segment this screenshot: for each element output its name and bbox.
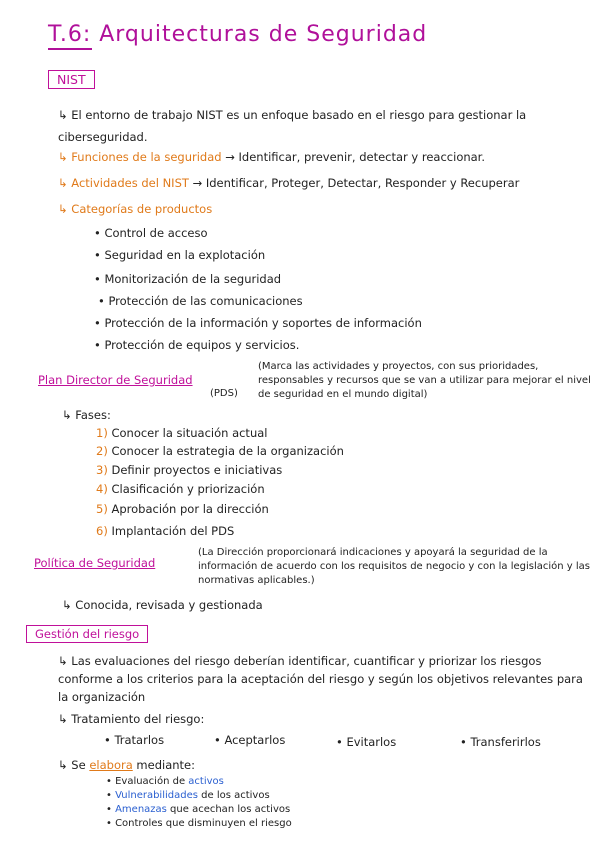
fase-item: [96, 426, 267, 440]
politica-header: Política de Seguridad: [34, 556, 156, 570]
categoria-item: • Monitorización de la seguridad: [94, 272, 282, 286]
item-pre: •: [106, 790, 116, 801]
tratamiento-item: • Transferirlos: [460, 735, 541, 749]
pds-note: (Marca las actividades y proyectos, con sus prioridades, responsables y recursos que se van a utilizar para mejorar el nivel de seguridad en el mundo digital): [258, 361, 591, 400]
categoria-item: • Control de acceso: [94, 226, 208, 240]
pds-abbr: (PDS): [210, 388, 238, 399]
fase-number: 3): [96, 463, 108, 477]
item-highlight: Vulnerabilidades: [115, 790, 198, 801]
elabora-item: [106, 789, 270, 803]
item-post: de los activos: [197, 790, 270, 801]
elabora-item: [106, 775, 224, 789]
item-pre: • Evaluación de: [106, 776, 189, 787]
item-post: que acechan los activos: [166, 804, 291, 815]
categoria-item: • Protección de las comunicaciones: [98, 294, 303, 308]
fase-number: 6): [96, 524, 108, 538]
politica-note: (La Dirección proporcionará indicaciones y apoyará la seguridad de la información de acuerdo con los requisitos de negocio y con la legislación y las normativas aplicables.): [198, 547, 591, 586]
tratamiento-label: ↳ Tratamiento del riesgo:: [58, 712, 205, 726]
fase-item: [96, 444, 344, 458]
item-highlight: Amenazas: [115, 804, 167, 815]
nist-actividades: [58, 176, 519, 190]
fase-item: [96, 502, 269, 516]
actividades-label: ↳ Actividades del NIST: [58, 176, 189, 190]
nist-intro: ↳ El entorno de trabajo NIST es un enfoque basado en el riesgo para gestionar la ciberseguridad.: [58, 108, 527, 144]
tratamiento-item: • Evitarlos: [336, 735, 397, 749]
pds-header: Plan Director de Seguridad: [38, 373, 193, 387]
fase-text: Conocer la situación actual: [111, 426, 268, 440]
tratamiento-item: • Aceptarlos: [214, 733, 286, 747]
fase-text: Clasificación y priorización: [111, 482, 265, 496]
gestion-eval: ↳ Las evaluaciones del riesgo deberían identificar, cuantificar y priorizar los riesgos conforme a los criterios para la aceptación del riesgo y según los objetivos relevantes para la organización: [58, 654, 583, 704]
page-title: T.6: Arquitecturas de Seguridad: [48, 22, 428, 47]
nist-funciones: [58, 150, 485, 164]
elabora-suffix: mediante:: [136, 758, 195, 772]
elabora-word: elabora: [89, 758, 133, 772]
fase-text: Implantación del PDS: [111, 524, 235, 538]
fase-number: 2): [96, 444, 108, 458]
elabora-item: [106, 817, 292, 831]
fase-item: [96, 482, 265, 496]
fase-item: [96, 524, 234, 538]
categorias-label: ↳ Categorías de productos: [58, 202, 213, 216]
tratamiento-item: • Tratarlos: [104, 733, 165, 747]
gestion-header: Gestión del riesgo: [26, 625, 148, 643]
categoria-item: • Protección de equipos y servicios.: [94, 338, 300, 352]
elabora-line: [58, 758, 195, 772]
item-highlight: activos: [188, 776, 224, 787]
funciones-label: ↳ Funciones de la seguridad: [58, 150, 222, 164]
fase-text: Conocer la estrategia de la organización: [111, 444, 344, 458]
funciones-text: → Identificar, prevenir, detectar y reaccionar.: [225, 150, 486, 164]
fase-text: Definir proyectos e iniciativas: [111, 463, 283, 477]
title-underline: [48, 48, 92, 50]
fase-text: Aprobación por la dirección: [111, 502, 269, 516]
fase-number: 5): [96, 502, 108, 516]
actividades-text: → Identificar, Proteger, Detectar, Responder y Recuperar: [192, 176, 520, 190]
politica-line: ↳ Conocida, revisada y gestionada: [62, 598, 263, 612]
fase-number: 1): [96, 426, 108, 440]
categoria-item: • Protección de la información y soportes de información: [94, 316, 422, 330]
item-pre: •: [106, 804, 116, 815]
categoria-item: • Seguridad en la explotación: [94, 248, 266, 262]
fases-label: ↳ Fases:: [62, 408, 111, 422]
item-pre: • Controles que disminuyen el riesgo: [106, 818, 292, 829]
elabora-item: [106, 803, 290, 817]
elabora-prefix: ↳ Se: [58, 758, 86, 772]
fase-number: 4): [96, 482, 108, 496]
fase-item: [96, 463, 282, 477]
nist-header: NIST: [48, 70, 95, 89]
